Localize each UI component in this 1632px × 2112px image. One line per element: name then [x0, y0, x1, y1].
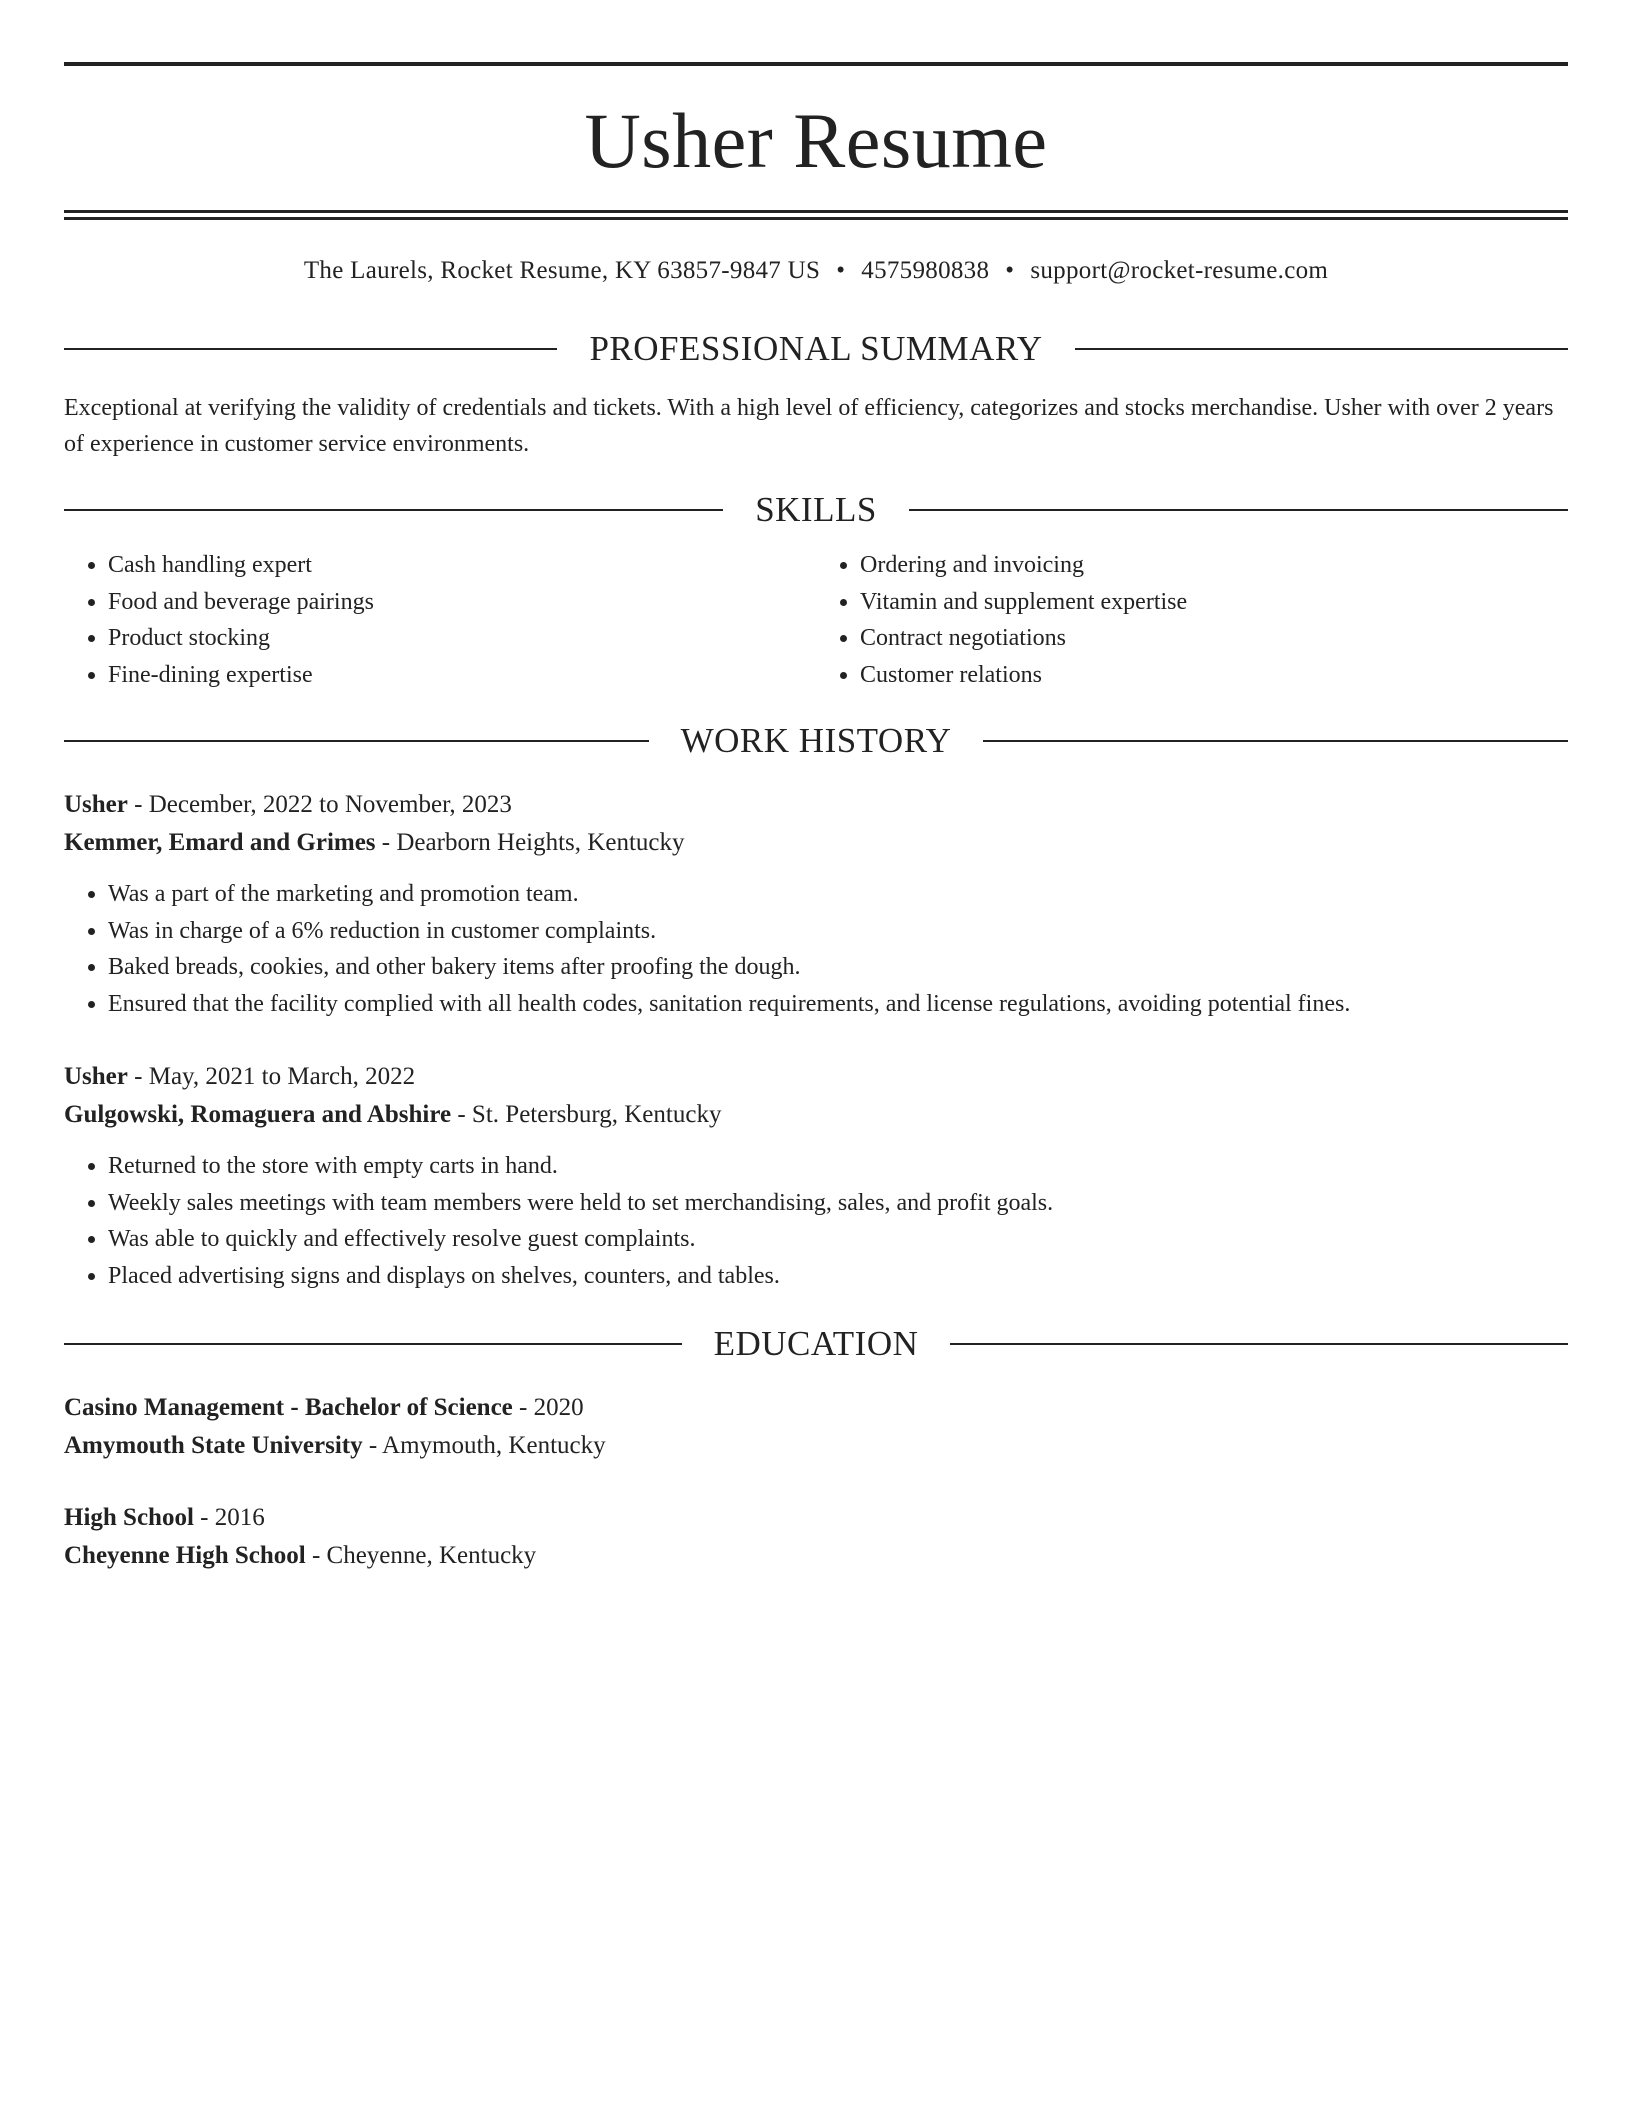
skill-item: • Fine-dining expertise [108, 657, 816, 694]
job-bullet: • Returned to the store with empty carts in hand. [108, 1148, 1568, 1185]
education-school-line [64, 1537, 1568, 1575]
job-bullets [64, 876, 1568, 1022]
heading-rule [64, 1343, 682, 1345]
education-degree: Casino Management - Bachelor of Science [64, 1394, 513, 1421]
job-bullet: • Ensured that the facility complied with all health codes, sanitation requirements, and license regulations, avoiding potential fines. [108, 986, 1568, 1023]
job-title-line [64, 1058, 1568, 1096]
job-entry [64, 786, 1568, 1022]
education-school: Amymouth State University [64, 1432, 363, 1459]
contact-email: support@rocket-resume.com [1030, 257, 1329, 284]
job-title-line [64, 786, 1568, 824]
section-heading-summary [64, 331, 1568, 366]
education-school: Cheyenne High School [64, 1542, 306, 1569]
heading-rule [64, 740, 649, 742]
job-bullet: • Placed advertising signs and displays on shelves, counters, and tables. [108, 1258, 1568, 1295]
job-dates: - May, 2021 to March, 2022 [127, 1063, 416, 1090]
heading-rule [64, 348, 557, 350]
education-year: - 2020 [512, 1394, 584, 1421]
skill-item: • Ordering and invoicing [860, 547, 1568, 584]
skill-item: • Food and beverage pairings [108, 584, 816, 621]
skills-column-left [64, 547, 816, 693]
education-location: - Amymouth, Kentucky [362, 1432, 606, 1459]
skill-item: • Contract negotiations [860, 620, 1568, 657]
job-bullets [64, 1148, 1568, 1294]
contact-phone: 4575980838 [861, 257, 990, 284]
resume-page [64, 62, 1568, 1575]
job-bullet: • Baked breads, cookies, and other bakery items after proofing the dough. [108, 949, 1568, 986]
job-bullet: • Weekly sales meetings with team members were held to set merchandising, sales, and profit goals. [108, 1185, 1568, 1222]
education-year: - 2016 [193, 1504, 265, 1531]
heading-rule [950, 1343, 1568, 1345]
section-heading-education [64, 1326, 1568, 1361]
job-role: Usher [64, 791, 128, 818]
section-title: PROFESSIONAL SUMMARY [589, 329, 1043, 368]
heading-rule [1075, 348, 1568, 350]
section-heading-work [64, 723, 1568, 758]
education-entry [64, 1499, 1568, 1575]
skills-column-right [816, 547, 1568, 693]
job-bullet: • Was able to quickly and effectively resolve guest complaints. [108, 1221, 1568, 1258]
contact-separator: • [1005, 257, 1015, 284]
job-bullet: • Was in charge of a 6% reduction in customer complaints. [108, 913, 1568, 950]
job-company-line [64, 1096, 1568, 1134]
section-title: SKILLS [755, 490, 877, 529]
resume-title: Usher Resume [584, 97, 1048, 184]
job-location: - St. Petersburg, Kentucky [451, 1101, 722, 1128]
heading-rule [983, 740, 1568, 742]
education-school-line [64, 1427, 1568, 1465]
job-company: Kemmer, Emard and Grimes [64, 829, 376, 856]
job-bullet: • Was a part of the marketing and promotion team. [108, 876, 1568, 913]
job-dates: - December, 2022 to November, 2023 [127, 791, 512, 818]
education-degree-line [64, 1499, 1568, 1537]
section-title: EDUCATION [713, 1324, 919, 1363]
title-double-rule [64, 210, 1568, 220]
education-degree: High School [64, 1504, 194, 1531]
skills-list [64, 547, 1568, 693]
job-company-line [64, 824, 1568, 862]
job-entry [64, 1058, 1568, 1294]
contact-separator: • [836, 257, 846, 284]
skill-item: • Vitamin and supplement expertise [860, 584, 1568, 621]
skill-item: • Customer relations [860, 657, 1568, 694]
section-heading-skills [64, 492, 1568, 527]
heading-rule [64, 509, 723, 511]
section-title: WORK HISTORY [680, 721, 952, 760]
education-entry [64, 1389, 1568, 1465]
contact-address: The Laurels, Rocket Resume, KY 63857-9847 US [303, 257, 821, 284]
education-location: - Cheyenne, Kentucky [305, 1542, 537, 1569]
summary-text: Exceptional at verifying the validity of credentials and tickets. With a high level of efficiency, categorizes and stocks merchandise. Usher with over 2 years of experience in customer service environments. [64, 395, 1554, 457]
education-degree-line [64, 1389, 1568, 1427]
job-location: - Dearborn Heights, Kentucky [375, 829, 685, 856]
skill-item: • Product stocking [108, 620, 816, 657]
job-company: Gulgowski, Romaguera and Abshire [64, 1101, 452, 1128]
skill-item: • Cash handling expert [108, 547, 816, 584]
contact-line [64, 258, 1568, 283]
job-role: Usher [64, 1063, 128, 1090]
heading-rule [909, 509, 1568, 511]
